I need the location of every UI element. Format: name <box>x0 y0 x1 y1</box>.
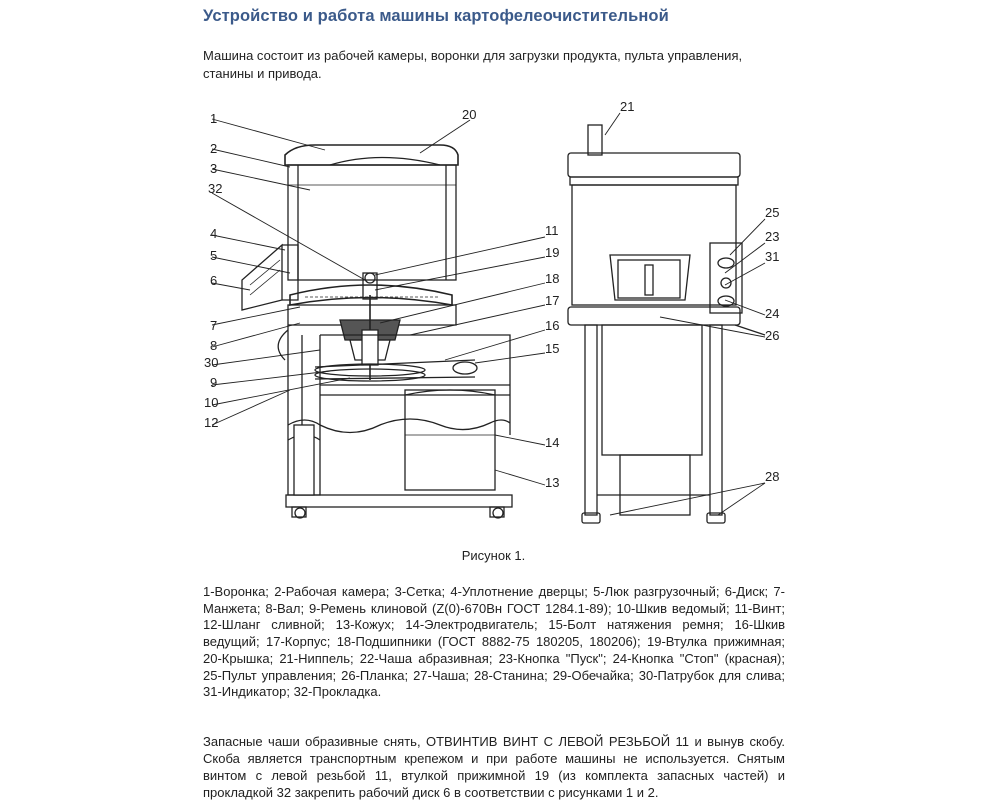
label-4: 4 <box>210 226 218 241</box>
legend-item: 21-Ниппель; <box>279 650 354 666</box>
legend-item: 22-Чаша абразивная; <box>359 650 493 666</box>
label-8: 8 <box>210 338 218 353</box>
front-view <box>568 125 765 523</box>
legend-item: 26-Планка; <box>341 667 409 683</box>
legend-item: 6-Диск; <box>724 584 769 599</box>
label-12: 12 <box>204 415 219 430</box>
page-title: Устройство и работа машины картофелеочистительной <box>203 7 669 25</box>
legend-item: 4-Уплотнение дверцы; <box>450 584 588 599</box>
label-31: 31 <box>765 249 780 264</box>
legend-item: 8-Вал; <box>265 600 305 616</box>
legend-item: 16-Шкив ведущий; <box>203 617 785 650</box>
legend-item: 15-Болт натяжения ремня; <box>548 617 724 633</box>
legend-item: 17-Корпус; <box>266 634 331 650</box>
legend-item: 5-Люк разгрузочный; <box>593 584 720 599</box>
label-26: 26 <box>765 328 780 343</box>
legend-item: 9-Ремень клиновой (Z(0)-670Вн ГОСТ 1284.1-89); <box>308 600 612 616</box>
label-21: 21 <box>620 99 635 114</box>
label-16: 16 <box>545 318 560 333</box>
legend-item: 24-Кнопка "Стоп" (красная); <box>612 650 785 666</box>
legend-item: 18-Подшипники (ГОСТ 8882-75 180205, 180206); <box>336 634 641 650</box>
legend-item: 3-Сетка; <box>394 584 446 599</box>
label-30: 30 <box>204 355 219 370</box>
legend-item: 10-Шкив ведомый; <box>616 600 730 616</box>
legend-item: 27-Чаша; <box>413 667 470 683</box>
legend-item: 11-Винт; <box>734 600 785 616</box>
intro-paragraph: Машина состоит из рабочей камеры, воронки для загрузки продукта, пульта управления, станины и привода. <box>203 48 743 81</box>
label-2: 2 <box>210 141 218 156</box>
legend-item: 20-Крышка; <box>203 650 274 666</box>
label-25: 25 <box>765 205 780 220</box>
label-24: 24 <box>765 306 780 321</box>
legend-item: 32-Прокладка. <box>293 684 382 700</box>
label-19: 19 <box>545 245 560 260</box>
label-3: 3 <box>210 161 218 176</box>
label-13: 13 <box>545 475 560 490</box>
legend-item: 7-Манжета; <box>203 584 785 616</box>
legend-item: 23-Кнопка "Пуск"; <box>498 650 607 666</box>
label-6: 6 <box>210 273 218 288</box>
label-5: 5 <box>210 248 218 263</box>
legend-item: 25-Пульт управления; <box>203 667 337 683</box>
legend-item: 28-Станина; <box>474 667 548 683</box>
legend-item: 14-Электродвигатель; <box>405 617 538 633</box>
parts-legend <box>203 584 785 701</box>
figure-caption: Рисунок 1. <box>461 548 526 563</box>
label-1: 1 <box>210 111 218 126</box>
label-15: 15 <box>545 341 560 356</box>
legend-item: 19-Втулка прижимная; <box>647 634 785 650</box>
label-20: 20 <box>462 107 477 122</box>
assembly-note: Запасные чаши образивные снять, ОТВИНТИВ ВИНТ С ЛЕВОЙ РЕЗЬБОЙ 11 и вынув скобу. Скоба является транспортным крепежом и при работе машины не используется. Снятым винтом с левой резьбой 11, втулкой прижимной 19 (из комплекта запасных частей) и прокладкой 32 закрепить рабочий диск 6 в соответствии с рисунками 1 и 2. <box>203 734 785 800</box>
label-7: 7 <box>210 318 218 333</box>
label-28: 28 <box>765 469 780 484</box>
label-23: 23 <box>765 229 780 244</box>
legend-item: 30-Патрубок для слива; <box>638 667 785 683</box>
legend-item: 12-Шланг сливной; <box>203 617 325 633</box>
label-9: 9 <box>210 375 218 390</box>
label-17: 17 <box>545 293 560 308</box>
label-11: 11 <box>545 223 559 238</box>
label-32: 32 <box>208 181 223 196</box>
label-18: 18 <box>545 271 560 286</box>
legend-item: 2-Рабочая камера; <box>274 584 390 599</box>
legend-item: 1-Воронка; <box>203 584 269 599</box>
section-view <box>242 145 512 518</box>
legend-item: 31-Индикатор; <box>203 684 290 700</box>
machine-diagram <box>190 95 800 540</box>
label-10: 10 <box>204 395 219 410</box>
legend-item: 13-Кожух; <box>335 617 395 633</box>
label-14: 14 <box>545 435 560 450</box>
legend-item: 29-Обечайка; <box>552 667 634 683</box>
